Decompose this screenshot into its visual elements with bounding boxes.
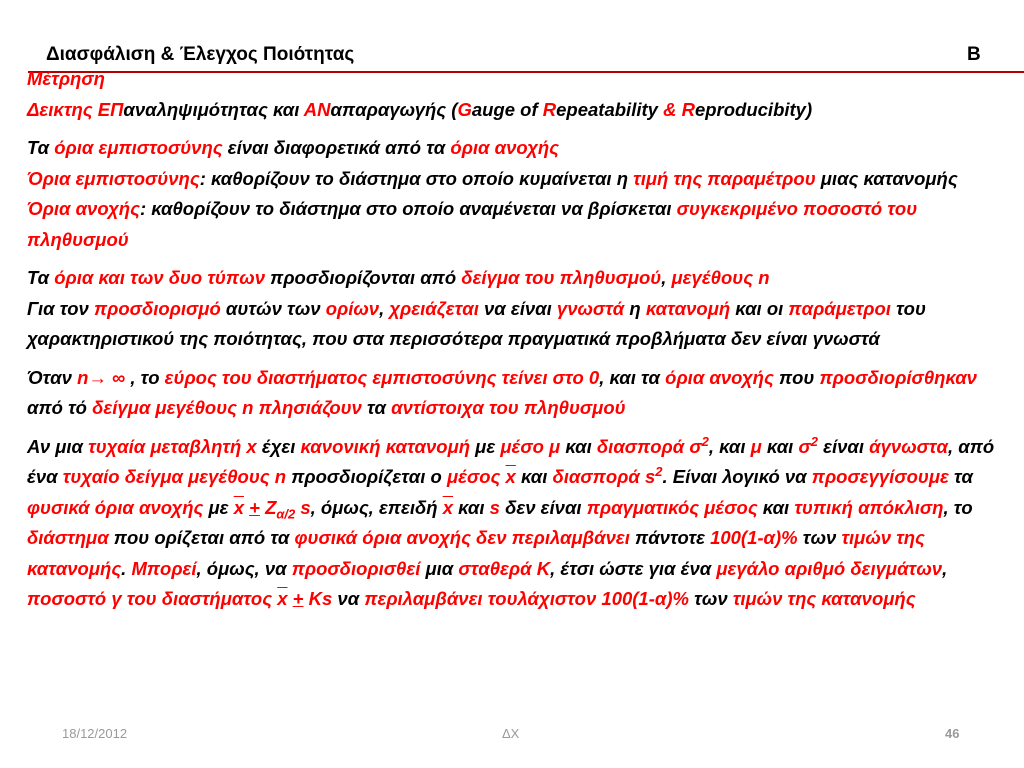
slide-body <box>27 64 1002 615</box>
paragraph-tolerance-limits: Όρια ανοχής: καθορίζουν το διάστημα στο οποίο αναμένεται να βρίσκεται συγκεκριμένο ποσοστό του πληθυσμού <box>27 198 918 250</box>
paragraph-large-n: Όταν n→ ∞ , το εύρος του διαστήματος εμπιστοσύνης τείνει στο 0, και τα όρια ανοχής που προσδιορίσθηκαν από τό δείγμα μεγέθους n πλησιάζουν τα αντίστοιχα του πληθυσμού <box>27 366 977 418</box>
paragraph-limits-differ: Τα όρια εμπιστοσύνης είναι διαφορετικά από τα όρια ανοχής <box>27 137 560 158</box>
section-heading: Μέτρηση <box>27 68 105 89</box>
slide-section-letter: B <box>967 44 981 65</box>
paragraph-sample-determination: Τα όρια και των δυο τύπων προσδιορίζονται από δείγμα του πληθυσμού, μεγέθους n <box>27 267 770 288</box>
paragraph-confidence-limits: Όρια εμπιστοσύνης: καθορίζουν το διάστημα στο οποίο κυμαίνεται η τιμή της παραμέτρου μιας κατανομής <box>27 167 958 189</box>
page-number: 46 <box>945 726 960 741</box>
slide-title: Διασφάλιση & Έλεγχος Ποιότητας <box>46 44 355 65</box>
gauge-rr-line: Δεικτης ΕΠαναληψιμότητας και ΑΝαπαραγωγής (Gauge of Repeatability & Reproducibity) <box>27 98 813 120</box>
paragraph-normal-distribution: Αν μια τυχαία μεταβλητή x έχει κανονική κατανομή με μέσο μ και διασπορά $\sigma^2$, και μ και $\sigma^2$ είναι άγνωστα, από ένα τυχαίο δείγμα μεγέθους n προσδιορίζεται ο μέσος $\overline{x}$ και διασπορά $s^2$. Είναι λογικό να προσεγγίσουμε τα φυσικά όρια ανοχής με $\overline{x} + Z_{\alpha/2}$ s, όμως, επειδή $\overline{x}$ και s δεν είναι πραγματικός μέσος και τυπική απόκλιση, το διάστημα που ορίζεται από τα φυσικά όρια ανοχής δεν περιλαμβάνει πάντοτε 100(1-α)% των τιμών της κατανομής. Μπορεί, όμως, να προσδιορισθεί μια σταθερά Κ, έτσι ώστε για ένα μεγάλο αριθμό δειγμάτων, ποσοστό γ του διαστήματος $\overline{x} + Ks$ να περιλαμβάνει τουλάχιστον 100(1-α)% των τιμών της κατανομής <box>27 433 995 609</box>
footer-date: 18/12/2012 <box>62 726 128 741</box>
footer-author: ΔΧ <box>502 726 520 741</box>
paragraph-requirements: Για τον προσδιορισμό αυτών των ορίων, χρειάζεται να είναι γνωστά η κατανομή και οι παράμετροι του χαρακτηριστικού της ποιότητας, που στα περισσότερα πραγματικά προβλήματα δεν είναι γνωστά <box>27 297 926 349</box>
